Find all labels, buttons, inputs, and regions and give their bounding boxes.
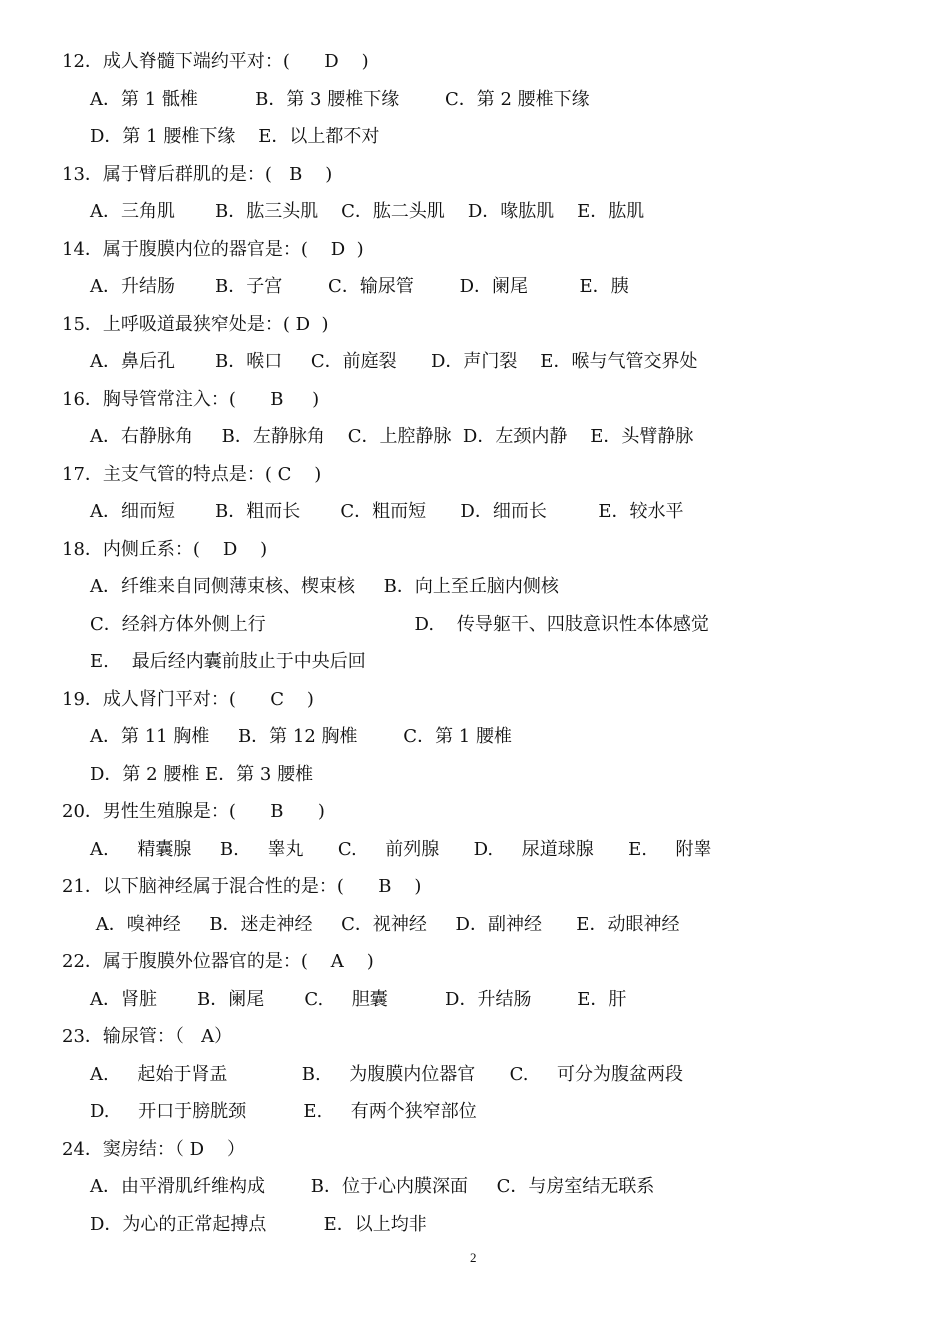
answer-options: A．纤维来自同侧薄束核、楔束核 B．向上至丘脑内侧核	[90, 576, 559, 597]
question-stem: 21．以下脑神经属于混合性的是：( B )	[62, 876, 422, 897]
answer-options: A．第 11 胸椎 B．第 12 胸椎 C．第 1 腰椎	[90, 726, 512, 747]
question-stem: 17．主支气管的特点是：( C )	[62, 463, 322, 485]
question-stem: 18．内侧丘系：( D )	[62, 538, 268, 560]
answer-options: A．升结肠 B．子宫 C．输尿管 D．阑尾 E．胰	[90, 276, 629, 297]
answer-options: D．为心的正常起搏点 E．以上均非	[90, 1213, 427, 1235]
answer-options: A．由平滑肌纤维构成 B．位于心内膜深面 C．与房室结无联系	[90, 1176, 655, 1197]
answer-options: A. 精囊腺 B. 睾丸 C. 前列腺 D. 尿道球腺 E. 附睾	[90, 838, 712, 860]
question-stem: 20．男性生殖腺是：( B )	[62, 801, 325, 822]
answer-options: A．鼻后孔 B．喉口 C．前庭裂 D．声门裂 E．喉与气管交界处	[90, 351, 698, 372]
answer-options: A．肾脏 B．阑尾 C. 胆囊 D．升结肠 E．肝	[90, 988, 627, 1010]
answer-options: D．第 1 腰椎下缘 E．以上都不对	[90, 126, 380, 147]
answer-options: A．第 1 骶椎 B．第 3 腰椎下缘 C．第 2 腰椎下缘	[90, 88, 590, 110]
question-stem: 23．输尿管：（ A）	[62, 1026, 233, 1047]
answer-options: A．右静脉角 B．左静脉角 C．上腔静脉 D．左颈内静 E．头臂静脉	[90, 426, 694, 447]
answer-options: A. 起始于肾盂 B. 为腹膜内位器官 C. 可分为腹盆两段	[90, 1063, 684, 1085]
question-stem: 14．属于腹膜内位的器官是：( D )	[62, 238, 364, 260]
answer-options: C．经斜方体外侧上行 D. 传导躯干、四肢意识性本体感觉	[90, 613, 709, 635]
answer-options: A．三角肌 B．肱三头肌 C．肱二头肌 D．喙肱肌 E．肱肌	[90, 201, 645, 222]
answer-options: A．嗅神经 B．迷走神经 C．视神经 D．副神经 E．动眼神经	[90, 913, 680, 935]
answer-options: E. 最后经内囊前肢止于中央后回	[90, 651, 366, 672]
question-stem: 22．属于腹膜外位器官的是：( A )	[62, 951, 374, 972]
question-stem: 12．成人脊髓下端约平对：( D )	[62, 51, 369, 72]
question-stem: 13．属于臂后群肌的是：( B )	[62, 163, 333, 185]
question-stem: 24．窦房结：（ D ）	[62, 1138, 245, 1160]
answer-options: A．细而短 B．粗而长 C．粗而短 D．细而长 E．较水平	[90, 501, 684, 522]
question-stem: 16．胸导管常注入：( B )	[62, 388, 320, 410]
question-stem: 15．上呼吸道最狭窄处是：( D )	[62, 313, 329, 335]
answer-options: D．第 2 腰椎 E．第 3 腰椎	[90, 763, 314, 785]
question-stem: 19．成人肾门平对：( C )	[62, 688, 314, 710]
page-number: 2	[470, 1250, 477, 1265]
answer-options: D. 开口于膀胱颈 E. 有两个狭窄部位	[90, 1101, 477, 1122]
